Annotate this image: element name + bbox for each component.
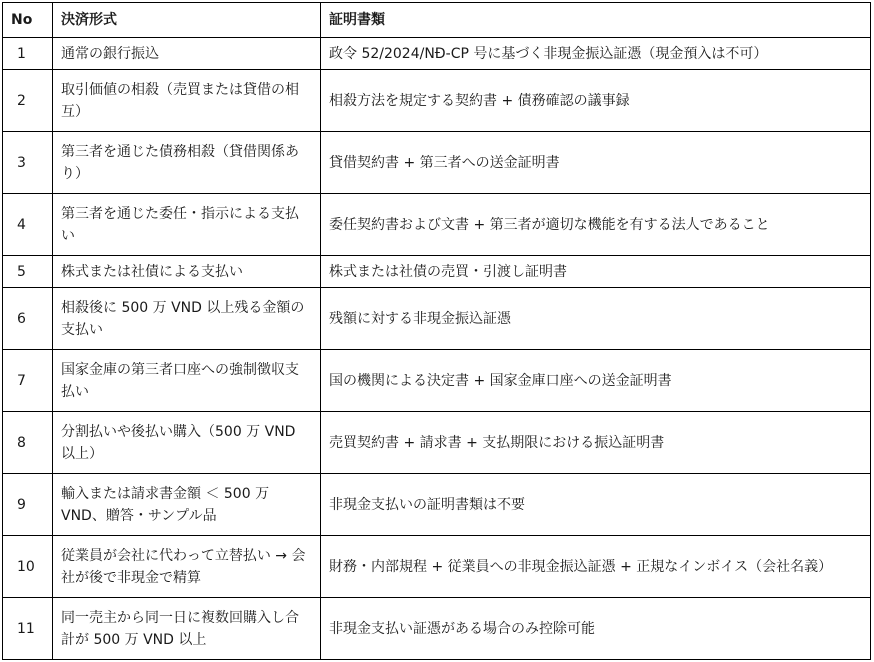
payment-method-cell: 輸入または請求書金額 ＜ 500 万 VND、贈答・サンプル品 (53, 474, 321, 536)
row-number: 6 (3, 288, 53, 350)
proof-documents-cell: 国の機関による決定書 + 国家金庫口座への送金証明書 (321, 350, 871, 412)
proof-documents-cell: 非現金支払い証憑がある場合のみ控除可能 (321, 598, 871, 660)
table-row (3, 598, 871, 660)
table-row (3, 350, 871, 412)
payment-method-cell: 第三者を通じた債務相殺（貸借関係あり） (53, 132, 321, 194)
proof-documents-cell: 委任契約書および文書 + 第三者が適切な機能を有する法人であること (321, 194, 871, 256)
row-number: 10 (3, 536, 53, 598)
row-number: 9 (3, 474, 53, 536)
row-number: 1 (3, 38, 53, 70)
table-row (3, 288, 871, 350)
payment-method-cell: 株式または社債による支払い (53, 256, 321, 288)
payment-method-cell: 相殺後に 500 万 VND 以上残る金額の支払い (53, 288, 321, 350)
row-number: 2 (3, 70, 53, 132)
proof-documents-cell: 財務・内部規程 + 従業員への非現金振込証憑 + 正規なインボイス（会社名義） (321, 536, 871, 598)
payment-method-cell: 国家金庫の第三者口座への強制徴収支払い (53, 350, 321, 412)
payment-method-cell: 取引価値の相殺（売買または貸借の相互） (53, 70, 321, 132)
payment-method-cell: 分割払いや後払い購入（500 万 VND 以上） (53, 412, 321, 474)
table-row (3, 38, 871, 70)
payment-methods-table (2, 2, 871, 660)
payment-method-cell: 通常の銀行振込 (53, 38, 321, 70)
row-number: 3 (3, 132, 53, 194)
header-no: No (3, 3, 53, 38)
proof-documents-cell: 売買契約書 + 請求書 + 支払期限における振込証明書 (321, 412, 871, 474)
table-row (3, 474, 871, 536)
table-row (3, 70, 871, 132)
proof-documents-cell: 非現金支払いの証明書類は不要 (321, 474, 871, 536)
payment-methods-table-container (2, 2, 871, 660)
header-payment-method: 決済形式 (53, 3, 321, 38)
header-proof-documents: 証明書類 (321, 3, 871, 38)
proof-documents-cell: 相殺方法を規定する契約書 + 債務確認の議事録 (321, 70, 871, 132)
row-number: 5 (3, 256, 53, 288)
row-number: 11 (3, 598, 53, 660)
table-row (3, 132, 871, 194)
table-row (3, 412, 871, 474)
payment-method-cell: 同一売主から同一日に複数回購入し合計が 500 万 VND 以上 (53, 598, 321, 660)
proof-documents-cell: 残額に対する非現金振込証憑 (321, 288, 871, 350)
table-row (3, 256, 871, 288)
proof-documents-cell: 貸借契約書 + 第三者への送金証明書 (321, 132, 871, 194)
proof-documents-cell: 政令 52/2024/NĐ-CP 号に基づく非現金振込証憑（現金預入は不可） (321, 38, 871, 70)
payment-method-cell: 第三者を通じた委任・指示による支払い (53, 194, 321, 256)
row-number: 4 (3, 194, 53, 256)
row-number: 7 (3, 350, 53, 412)
row-number: 8 (3, 412, 53, 474)
table-row (3, 194, 871, 256)
table-row (3, 536, 871, 598)
table-header-row (3, 3, 871, 38)
proof-documents-cell: 株式または社債の売買・引渡し証明書 (321, 256, 871, 288)
payment-method-cell: 従業員が会社に代わって立替払い → 会社が後で非現金で精算 (53, 536, 321, 598)
